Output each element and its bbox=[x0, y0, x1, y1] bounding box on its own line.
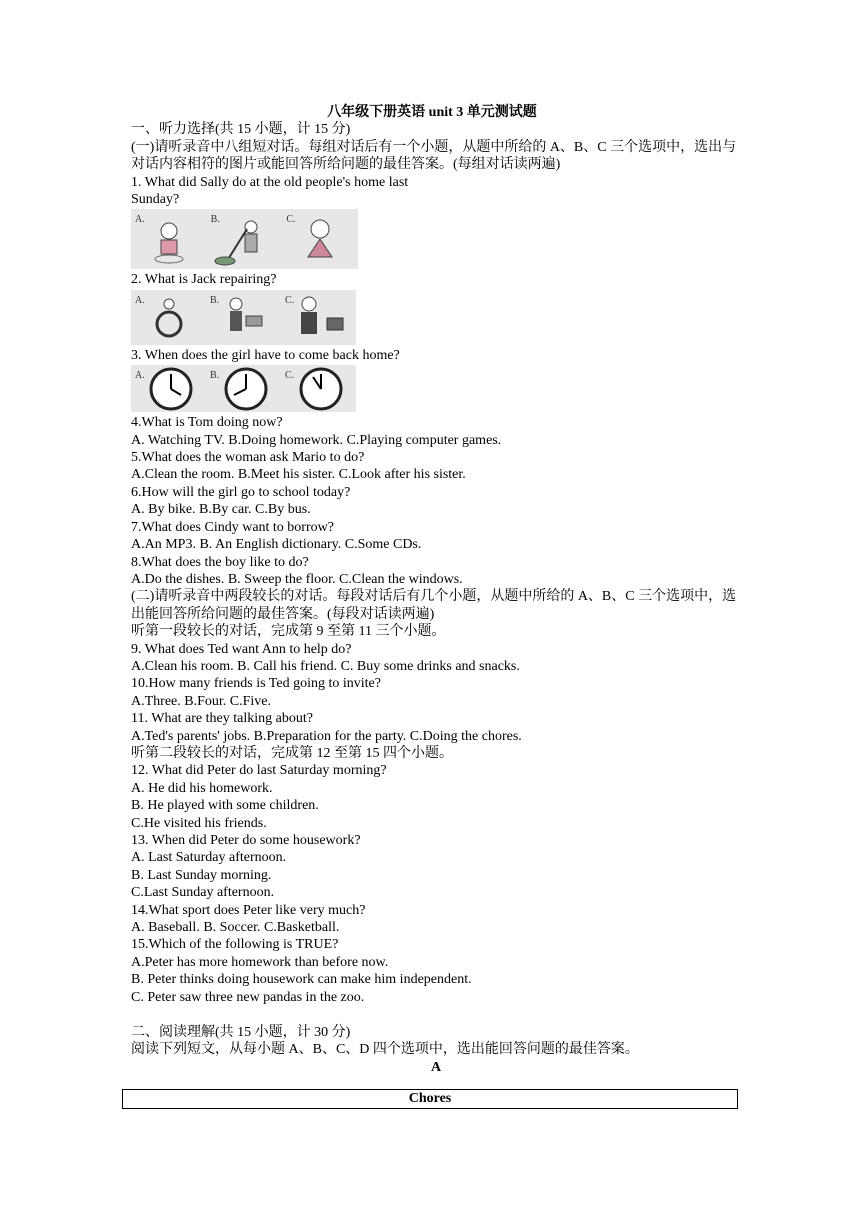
question-14-options: A. Baseball. B. Soccer. C.Basketball. bbox=[131, 920, 340, 936]
question-14: 14.What sport does Peter like very much? bbox=[131, 902, 366, 918]
question-12-option-a: A. He did his homework. bbox=[131, 780, 273, 796]
question-11-options: A.Ted's parents' jobs. B.Preparation for the party. C.Doing the chores. bbox=[131, 728, 522, 744]
option-label: B. bbox=[210, 214, 220, 226]
question-9: 9. What does Ted want Ann to help do? bbox=[131, 641, 352, 657]
question-5-options: A.Clean the room. B.Meet his sister. C.Look after his sister. bbox=[131, 467, 466, 483]
section-heading-reading: 二、阅读理解(共 15 小题，计 30 分) bbox=[131, 1025, 351, 1041]
question-6-options: A. By bike. B.By car. C.By bus. bbox=[131, 502, 311, 518]
question-9-options: A.Clean his room. B. Call his friend. C. Buy some drinks and snacks. bbox=[131, 658, 520, 674]
question-7: 7.What does Cindy want to borrow? bbox=[131, 519, 334, 535]
option-b-picture bbox=[207, 209, 283, 269]
option-label: A. bbox=[135, 214, 145, 226]
option-label: C. bbox=[285, 294, 295, 306]
question-15-option-a: A.Peter has more homework than before now. bbox=[131, 954, 389, 970]
option-label: C. bbox=[286, 214, 296, 226]
option-label: C. bbox=[285, 370, 295, 382]
question-4: 4.What is Tom doing now? bbox=[131, 415, 283, 431]
question-1-line-1: 1. What did Sally do at the old people's home last bbox=[131, 174, 409, 190]
question-2-image bbox=[131, 290, 356, 345]
question-6: 6.How will the girl go to school today? bbox=[131, 484, 351, 500]
option-b-picture bbox=[206, 290, 281, 345]
part2-instructions: (二)请听录音中两段较长的对话。每段对话后有几个小题，从题中所给的 A、B、C 三个选项中，选出能回答所给问题的最佳答案。(每段对话读两遍) bbox=[131, 589, 737, 622]
option-label: B. bbox=[210, 294, 220, 306]
question-8: 8.What does the boy like to do? bbox=[131, 554, 309, 570]
question-7-options: A.An MP3. B. An English dictionary. C.Some CDs. bbox=[131, 537, 422, 553]
option-a-picture bbox=[131, 209, 207, 269]
question-10-options: A.Three. B.Four. C.Five. bbox=[131, 693, 271, 709]
section2-instructions: 阅读下列短文，从每小题 A、B、C、D 四个选项中，选出能回答问题的最佳答案。 bbox=[131, 1042, 639, 1058]
option-b-picture bbox=[206, 365, 281, 412]
option-label: A. bbox=[135, 294, 145, 306]
question-13-option-a: A. Last Saturday afternoon. bbox=[131, 850, 287, 866]
question-12-option-b: B. He played with some children. bbox=[131, 798, 319, 814]
option-a-picture bbox=[131, 290, 206, 345]
question-10: 10.How many friends is Ted going to invite? bbox=[131, 676, 381, 692]
question-12: 12. What did Peter do last Saturday morning? bbox=[131, 763, 387, 779]
question-13-option-c: C.Last Sunday afternoon. bbox=[131, 885, 275, 901]
option-label: B. bbox=[210, 370, 220, 382]
page-title: 八年级下册英语 unit 3 单元测试题 bbox=[327, 105, 537, 120]
chores-table-header: Chores bbox=[122, 1089, 738, 1109]
question-4-options: A. Watching TV. B.Doing homework. C.Playing computer games. bbox=[131, 432, 502, 448]
question-2: 2. What is Jack repairing? bbox=[131, 272, 277, 288]
question-15: 15.Which of the following is TRUE? bbox=[131, 937, 339, 953]
section-heading-listening: 一、听力选择(共 15 小题，计 15 分) bbox=[131, 122, 351, 138]
question-15-option-b: B. Peter thinks doing housework can make him independent. bbox=[131, 972, 472, 988]
question-12-option-c: C.He visited his friends. bbox=[131, 815, 267, 831]
option-label: A. bbox=[135, 370, 145, 382]
question-1-image bbox=[131, 209, 358, 269]
question-11: 11. What are they talking about? bbox=[131, 711, 313, 727]
option-c-picture bbox=[281, 290, 356, 345]
question-13: 13. When did Peter do some housework? bbox=[131, 833, 361, 848]
part1-instructions: (一)请听录音中八组短对话。每组对话后有一个小题，从题中所给的 A、B、C 三个选项中，选出与对话内容相符的图片或能回答所给问题的最佳答案。(每组对话读两遍) bbox=[131, 139, 737, 173]
passage-label: A bbox=[430, 1059, 442, 1075]
question-3-image bbox=[131, 365, 356, 412]
option-a-picture bbox=[131, 365, 206, 412]
question-15-option-c: C. Peter saw three new pandas in the zoo. bbox=[131, 989, 365, 1005]
question-13-option-b: B. Last Sunday morning. bbox=[131, 867, 272, 883]
option-c-picture bbox=[282, 209, 358, 269]
question-8-options: A.Do the dishes. B. Sweep the floor. C.Clean the windows. bbox=[131, 571, 463, 587]
question-1-line-2: Sunday? bbox=[131, 192, 180, 208]
section-spacer bbox=[131, 1006, 741, 1024]
question-5: 5.What does the woman ask Mario to do? bbox=[131, 450, 365, 466]
option-c-picture bbox=[281, 365, 356, 412]
dialog-1-note: 听第一段较长的对话，完成第 9 至第 11 三个小题。 bbox=[131, 624, 446, 640]
dialog-2-note: 听第二段较长的对话，完成第 12 至第 15 四个小题。 bbox=[131, 745, 453, 761]
document-page bbox=[131, 104, 741, 1076]
question-3: 3. When does the girl have to come back home? bbox=[131, 347, 400, 363]
